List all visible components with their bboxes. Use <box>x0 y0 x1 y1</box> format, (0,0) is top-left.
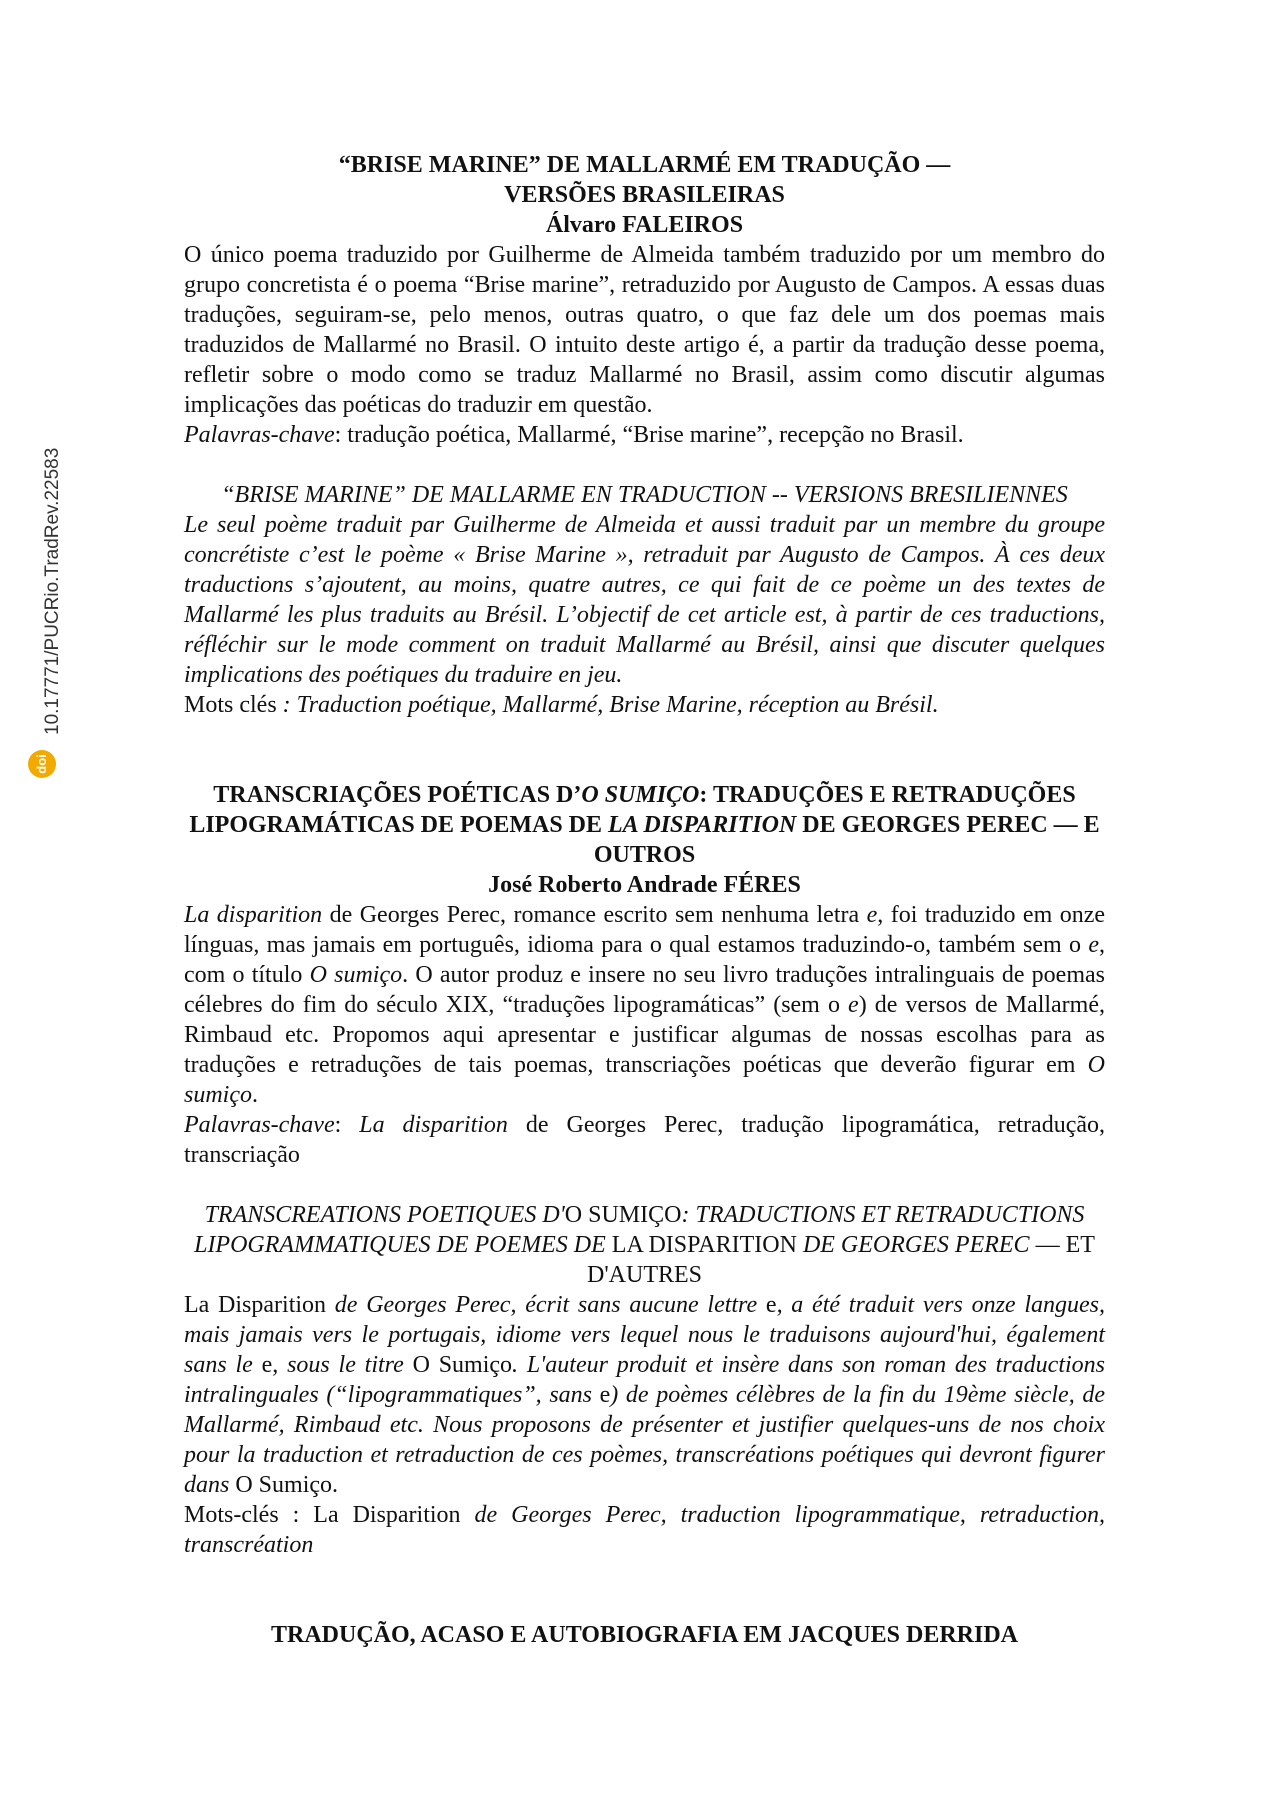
text-run: . <box>332 1472 339 1498</box>
keywords-fr <box>184 690 1105 720</box>
text-run: de Georges Perec, tradução lipogramática, retradução, transcriação <box>184 1112 1106 1168</box>
doi-label[interactable]: 10.17771/PUCRio.TradRev.22583 <box>42 447 63 735</box>
article-title-fr: “BRISE MARINE” DE MALLARME EN TRADUCTION -- VERSIONS BRESILIENNES <box>221 482 1068 508</box>
text-run: e <box>765 1292 777 1318</box>
article-title <box>184 780 1105 870</box>
title-part: — ET D'AUTRES <box>587 1232 1095 1288</box>
text-run: . O autor produz e insere no seu livro traduções intralinguais de poemas célebres do fim do século XIX, “traduções lipogramáticas” (sem o <box>184 962 1105 1018</box>
article-derrida <box>184 1620 1105 1650</box>
title-part: O SUMIÇO <box>581 782 700 808</box>
keywords-text: : Traduction poétique, Mallarmé, Brise Marine, réception au Brésil. <box>282 692 939 718</box>
text-run: La disparition <box>184 902 323 928</box>
text-run: ) de versos de Mallarmé, Rimbaud etc. Propomos aqui apresentar e justificar algumas de nossas escolhas para as traduções e retraduções de tais poemas, transcriações poéticas que deverão figurar em <box>184 992 1105 1078</box>
keywords-label: Palavras-chave <box>184 1112 335 1138</box>
keywords-label: Palavras-chave <box>184 422 335 448</box>
text-run: , sous le titre <box>272 1352 413 1378</box>
keywords-fr <box>184 1500 1105 1560</box>
keywords-pt <box>184 1110 1105 1170</box>
article-title-line: VERSÕES BRASILEIRAS <box>504 182 785 208</box>
text-run: , foi traduzido em onze línguas, mas jamais em português, idioma para o qual estamos traduzindo-o, também sem o <box>184 902 1106 958</box>
title-part: : TRADUÇÕES E RETRADUÇÕES LIPOGRAMÁTICAS DE POEMAS DE <box>189 782 1076 838</box>
text-run: de Georges Perec, traduction lipogrammatique, retraduction, transcréation <box>184 1502 1105 1558</box>
page-content <box>184 150 1105 1650</box>
title-part: O SUMIÇO <box>564 1202 682 1228</box>
text-run: O Sumiço <box>235 1472 333 1498</box>
title-part: DE GEORGES PEREC — E OUTROS <box>593 812 1100 868</box>
text-run: La disparition <box>359 1112 508 1138</box>
doi-icon[interactable]: doi <box>28 750 56 778</box>
article-title-fr <box>184 1200 1105 1290</box>
title-part: DE GEORGES PEREC <box>796 1232 1030 1258</box>
text-run: , com o título <box>184 932 1105 988</box>
text-run: de Georges Perec, écrit sans aucune lettre <box>326 1292 766 1318</box>
text-run: O sumiço <box>309 962 403 988</box>
text-run: . <box>252 1082 258 1108</box>
article-o-sumico <box>184 780 1105 1560</box>
text-run: La Disparition <box>313 1502 461 1528</box>
abstract-pt: O único poema traduzido por Guilherme de Almeida também traduzido por um membro do grupo concretista é o poema “Brise marine”, retraduzido por Augusto de Campos. A essas duas traduções, seguiram-se, pelo menos, outras quatro, o que faz dele um dos poemas mais traduzidos de Mallarmé no Brasil. O intuito deste artigo é, a partir da tradução desse poema, refletir sobre o modo como se traduz Mallarmé no Brasil, assim como discutir algumas implicações das poéticas do traduzir em questão. <box>184 242 1105 418</box>
title-part: LA DISPARITION <box>611 1232 797 1258</box>
article-author: José Roberto Andrade FÉRES <box>488 872 801 898</box>
title-part: TRANSCREATIONS POETIQUES D' <box>204 1202 565 1228</box>
article-title <box>184 150 1105 210</box>
abstract-fr <box>184 1290 1105 1500</box>
text-run: O sumiço <box>184 1052 1105 1108</box>
article-author: Álvaro FALEIROS <box>545 212 744 238</box>
keywords-pt <box>184 420 1105 450</box>
title-part: LA DISPARITION <box>608 812 797 838</box>
title-part: : TRADUCTIONS ET RETRADUCTIONS LIPOGRAMMATIQUES DE POEMES DE <box>194 1202 1085 1258</box>
article-title-line: “BRISE MARINE” DE MALLARMÉ EM TRADUÇÃO — <box>338 152 951 178</box>
keywords-label: Mots clés <box>184 692 283 718</box>
text-run: : <box>334 1112 360 1138</box>
abstract-fr: Le seul poème traduit par Guilherme de Almeida et aussi traduit par un membre du groupe concrétiste c’est le poème « Brise Marine », retraduit par Augusto de Campos. À ces deux traductions s’ajoutent, au moins, quatre autres, ce qui fait de ce poème un des textes de Mallarmé les plus traduits au Brésil. L’objectif de cet article est, à partir de ces traductions, réfléchir sur le mode comment on traduit Mallarmé au Brésil, ainsi que discuter quelques implications des poétiques du traduire en jeu. <box>184 512 1105 688</box>
text-run: e <box>1088 932 1099 958</box>
article-brise-marine <box>184 150 1105 720</box>
article-title: TRADUÇÃO, ACASO E AUTOBIOGRAFIA EM JACQUES DERRIDA <box>271 1622 1018 1648</box>
text-run: e <box>848 992 859 1018</box>
title-part: TRANSCRIAÇÕES POÉTICAS D’ <box>213 782 582 808</box>
text-run: . L'auteur produit et insère dans son roman des traductions intralinguales (“lipogrammatiques”, sans <box>184 1352 1106 1408</box>
keywords-text: : tradução poética, Mallarmé, “Brise marine”, recepção no Brasil. <box>334 422 964 448</box>
text-run: La Disparition <box>184 1292 327 1318</box>
abstract-pt <box>184 900 1105 1110</box>
text-run: de Georges Perec, romance escrito sem nenhuma letra <box>322 902 867 928</box>
text-run: , a été traduit vers onze langues, mais jamais vers le portugais, idiome vers lequel nous le traduisons aujourd'hui, également sans le <box>184 1292 1105 1378</box>
text-run: e <box>599 1382 611 1408</box>
doi-margin <box>22 410 62 790</box>
text-run: O Sumiço <box>412 1352 513 1378</box>
keywords-label: Mots-clés : <box>184 1502 314 1528</box>
text-run: ) de poèmes célèbres de la fin du 19ème siècle, de Mallarmé, Rimbaud etc. Nous proposons de présenter et justifier quelques-uns de nos choix pour la traduction et retraduction de ces poèmes, transcréations poétiques qui devront figurer dans <box>184 1382 1105 1498</box>
text-run: e <box>261 1352 273 1378</box>
text-run: e <box>866 902 878 928</box>
